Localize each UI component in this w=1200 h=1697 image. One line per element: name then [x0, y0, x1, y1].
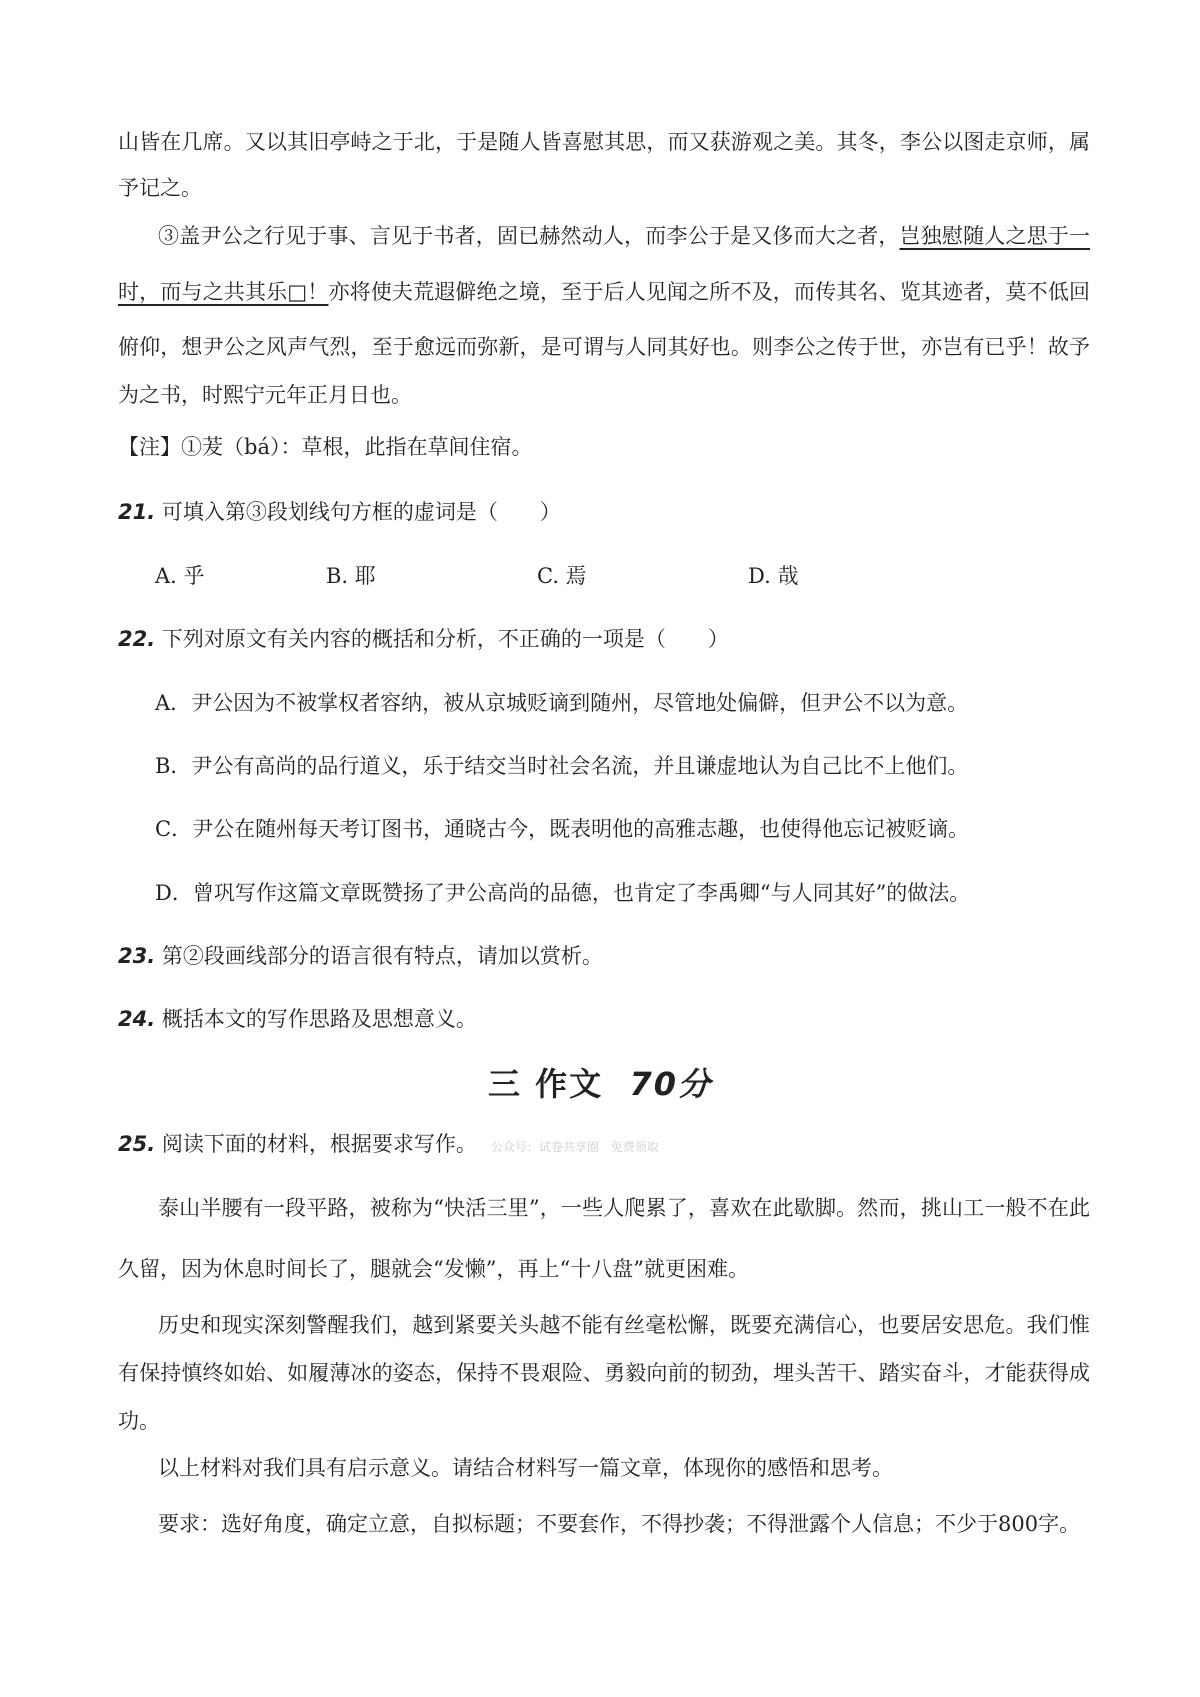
paragraph-3 — [158, 222, 1090, 250]
option-b: B．尹公有高尚的品行道义，乐于结交当时社会名流，并且谦虚地认为自己比不上他们。 — [155, 754, 969, 778]
passage-line: 山皆在几席。又以其旧亭峙之于北，于是随人皆喜慰其思，而又获游观之美。其冬，李公以图走京师，属 — [118, 130, 1090, 154]
material-line: 泰山半腰有一段平路，被称为“快活三里”，一些人爬累了，喜欢在此歇脚。然而，挑山工一般不在此 — [158, 1196, 1090, 1220]
passage-line: 予记之。 — [118, 176, 202, 200]
section-title: 三 作文 — [488, 1065, 604, 1103]
section-heading — [0, 1064, 1200, 1104]
question-text: 概括本文的写作思路及思想意义。 — [161, 1007, 477, 1031]
question-21 — [118, 498, 561, 526]
p3-text: 亦将使夫荒遐僻绝之境，至于后人见闻之所不及，而传其名、览其迹者，莫不低回 — [328, 280, 1091, 304]
option-c: C. 焉 — [537, 564, 587, 588]
option-d: D．曾巩写作这篇文章既赞扬了尹公高尚的品德，也肯定了李禹卿“与人同其好”的做法。 — [155, 881, 971, 905]
question-text: 可填入第③段划线句方框的虚词是（ ） — [161, 500, 561, 524]
option-d: D. 哉 — [748, 564, 799, 588]
annotation-note: 【注】①茇（bá）：草根，此指在草间住宿。 — [118, 435, 533, 459]
material-line: 有保持慎终如始、如履薄冰的姿态，保持不畏艰险、勇毅向前的韧劲，埋头苦干、踏实奋斗，才能获得成 — [118, 1361, 1090, 1385]
question-text: 阅读下面的材料，根据要求写作。 — [161, 1132, 477, 1156]
question-text: 第②段画线部分的语言很有特点，请加以赏析。 — [161, 944, 603, 968]
question-number: 23. — [118, 944, 156, 968]
underlined-sentence: 岂独慰随人之思于一 — [899, 224, 1091, 248]
watermark: 公众号：试卷共享圈 免费领取 — [490, 1140, 659, 1154]
question-number: 25. — [118, 1132, 156, 1156]
question-text: 下列对原文有关内容的概括和分析，不正确的一项是（ ） — [161, 627, 729, 651]
section-score: 70分 — [629, 1065, 712, 1103]
option-b: B. 耶 — [326, 564, 376, 588]
p3-text: ③盖尹公之行见于事、言见于书者，固已赫然动人，而李公于是又侈而大之者， — [158, 224, 900, 248]
material-line: 历史和现实深刻警醒我们，越到紧要关头越不能有丝毫松懈，既要充满信心，也要居安思危。我们惟 — [158, 1313, 1090, 1337]
passage-line — [118, 278, 1090, 306]
question-23 — [118, 942, 603, 970]
material-line: 久留，因为休息时间长了，腿就会“发懒”，再上“十八盘”就更困难。 — [118, 1257, 749, 1281]
writing-requirements: 要求：选好角度，确定立意，自拟标题；不要套作，不得抄袭；不得泄露个人信息；不少于800字。 — [158, 1512, 1081, 1536]
passage-line: 俯仰，想尹公之风声气烈，至于愈远而弥新，是可谓与人同其好也。则李公之传于世，亦岂有已乎！故予 — [118, 335, 1090, 359]
material-line: 功。 — [118, 1409, 160, 1433]
question-number: 22. — [118, 627, 156, 651]
question-22 — [118, 625, 729, 653]
question-number: 24. — [118, 1007, 156, 1031]
underlined-sentence: 时，而与之共其乐□！ — [118, 280, 329, 304]
material-line: 以上材料对我们具有启示意义。请结合材料写一篇文章，体现你的感悟和思考。 — [158, 1456, 893, 1480]
question-24 — [118, 1005, 477, 1033]
passage-line: 为之书，时熙宁元年正月日也。 — [118, 383, 412, 407]
option-a: A. 乎 — [155, 564, 205, 588]
option-c: C．尹公在随州每天考订图书，通晓古今，既表明他的高雅志趣，也使得他忘记被贬谪。 — [155, 817, 970, 841]
question-25 — [118, 1130, 659, 1161]
question-number: 21. — [118, 500, 156, 524]
option-a: A．尹公因为不被掌权者容纳，被从京城贬谪到随州，尽管地处偏僻，但尹公不以为意。 — [155, 691, 969, 715]
